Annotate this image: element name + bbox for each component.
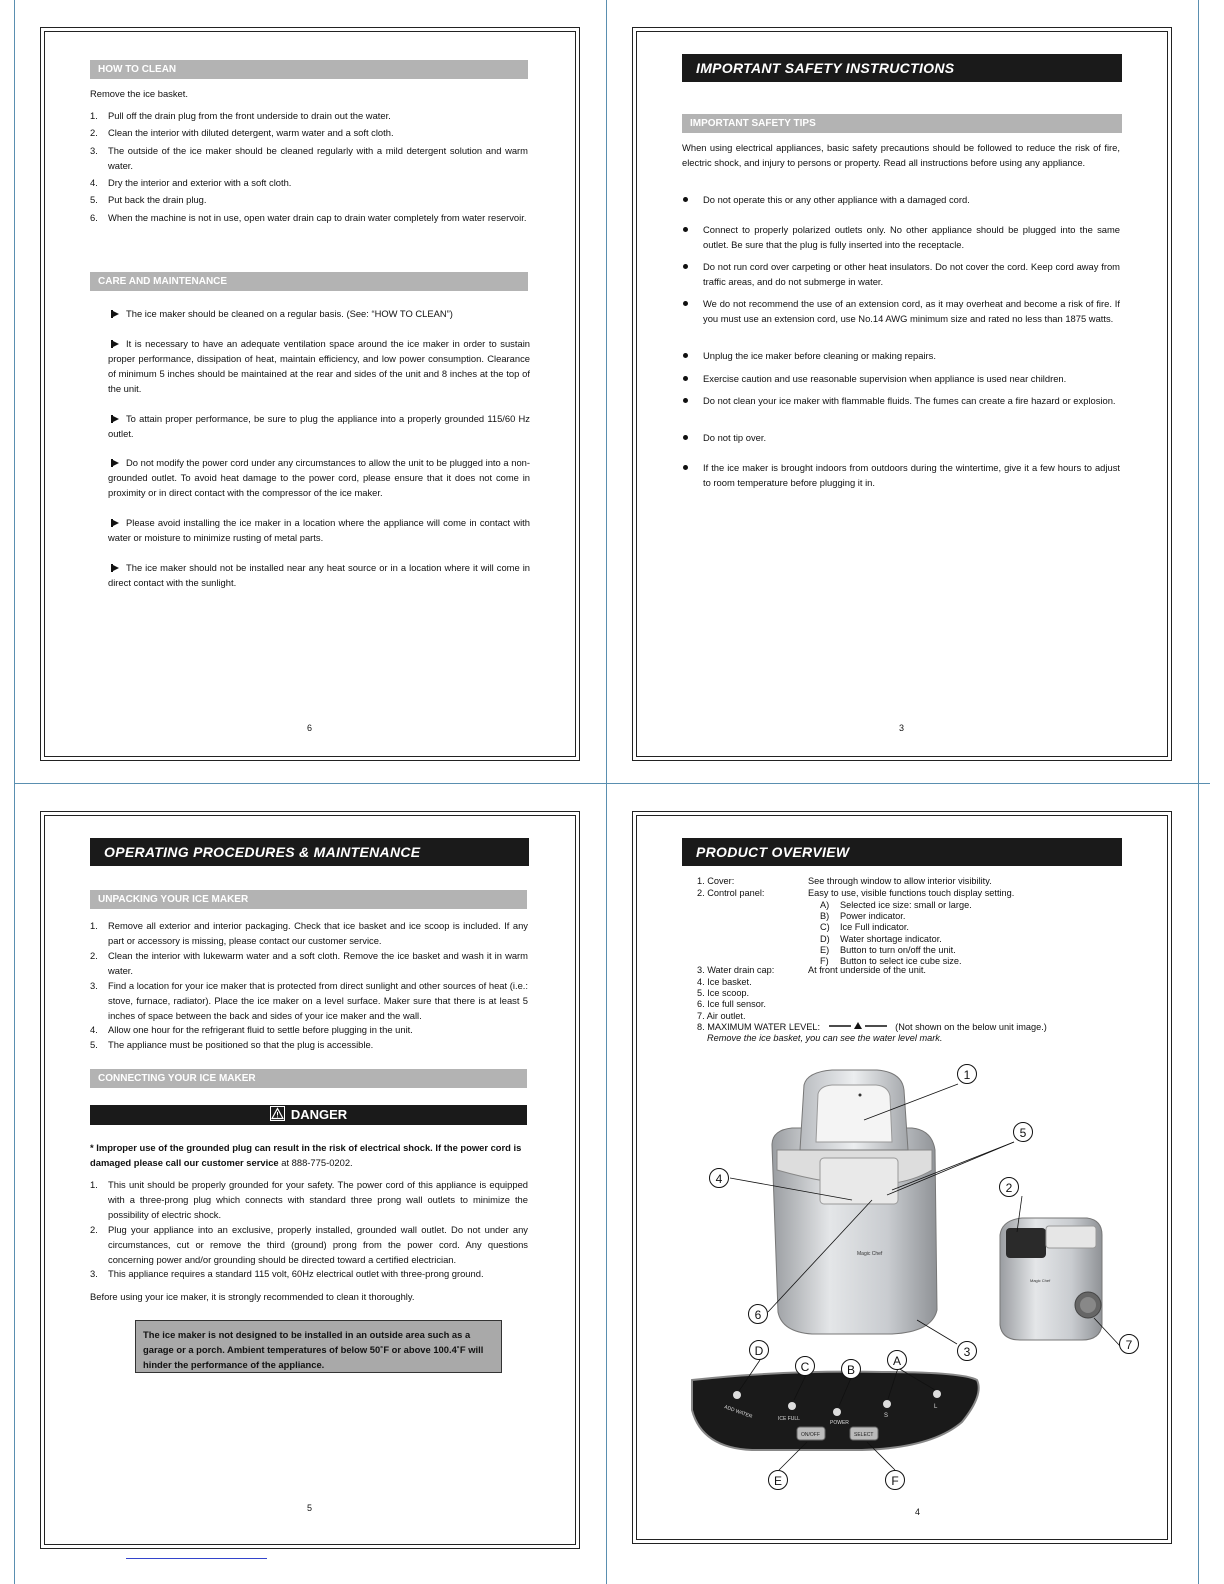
step-number: 5. — [90, 1039, 98, 1050]
step-number: 3. — [90, 145, 98, 156]
bullet-icon — [683, 376, 688, 381]
l-label: L — [934, 1404, 938, 1410]
safety-bullet: We do not recommend the use of an extension cord, as it may overheat and become a risk of fire. If you must use an extension cord, use No.14 AWG minimum size and rated no less than 1875 watts. — [703, 298, 1120, 324]
step-number: 3. — [90, 1268, 98, 1279]
bullet-icon — [683, 398, 688, 403]
step-text: The outside of the ice maker should be cleaned regularly with a mild detergent solution and warm water. — [108, 145, 528, 171]
safety-title: IMPORTANT SAFETY INSTRUCTIONS — [682, 54, 1122, 82]
step-number: 3. — [90, 980, 98, 991]
safety-tips-heading: IMPORTANT SAFETY TIPS — [682, 114, 1122, 133]
connecting-heading: CONNECTING YOUR ICE MAKER — [90, 1069, 527, 1088]
control-panel — [692, 1372, 979, 1450]
step-text: Plug your appliance into an exclusive, properly installed, grounded wall outlet. Do not under any circumstances, cut or remove the third (ground) prong from the power cord. Any questions concerning power and/or grounding should be directed toward a certified electrician. — [108, 1224, 528, 1265]
care-item: It is necessary to have an adequate ventilation space around the ice maker in order to sustain proper performance, dissipation of heat, maintain efficiency, and low power consumption. Clearance of minimum 5 inches should be maintained at the rear and sides of the unit and 8 inches at the top of the unit. — [108, 338, 530, 394]
callout-3: 3 — [957, 1341, 977, 1361]
drain-label: 3. Water drain cap: — [697, 965, 775, 975]
operating-title: OPERATING PROCEDURES & MAINTENANCE — [90, 838, 529, 866]
step-text: Dry the interior and exterior with a soft cloth. — [108, 177, 292, 188]
step-text: Allow one hour for the refrigerant fluid to settle before plugging in the unit. — [108, 1024, 413, 1035]
step-text: This appliance requires a standard 115 volt, 60Hz electrical outlet with three-prong ground. — [108, 1268, 484, 1279]
step-text: When the machine is not in use, open water drain cap to drain water completely from water reservoir. — [108, 212, 527, 223]
step-number: 2. — [90, 127, 98, 138]
panel-item-key: A) — [820, 900, 830, 910]
care-item: Do not modify the power cord under any circumstances to allow the unit to be plugged into a non-grounded outlet. To avoid heat damage to the power cord, please ensure that it does not come in proximity or in direct contact with the compressor of the ice maker. — [108, 457, 530, 498]
warning-icon — [270, 1106, 285, 1121]
danger-banner — [90, 1105, 527, 1125]
step-number: 2. — [90, 950, 98, 961]
callout-7: 7 — [1119, 1334, 1139, 1354]
step-number: 6. — [90, 212, 98, 223]
s-label: S — [884, 1413, 889, 1419]
cover-desc: See through window to allow interior visibility. — [808, 876, 992, 886]
safety-bullet: Do not tip over. — [703, 432, 767, 443]
safety-bullet: Unplug the ice maker before cleaning or making repairs. — [703, 350, 936, 361]
footer-link-underline — [126, 1558, 267, 1559]
page-number: 3 — [899, 723, 905, 733]
overview-title: PRODUCT OVERVIEW — [682, 838, 1122, 866]
small-unit — [1000, 1218, 1102, 1340]
before-use-note: Before using your ice maker, it is strongly recommended to clean it thoroughly. — [90, 1291, 415, 1302]
panel-item-text: Power indicator. — [840, 911, 906, 922]
how-to-clean-intro: Remove the ice basket. — [90, 88, 188, 99]
safety-intro: When using electrical appliances, basic safety precautions should be followed to reduce the risk of fire, electric shock, and injury to persons or property. Read all instructions before using any appliance. — [682, 142, 1120, 168]
step-text: Clean the interior with diluted detergent, warm water and a soft cloth. — [108, 127, 394, 138]
divider-center — [606, 0, 607, 1584]
customer-phone: at 888-775-0202. — [278, 1157, 353, 1168]
max-level-italic: Remove the ice basket, you can see the water level mark. — [707, 1033, 943, 1043]
panel-item-key: E) — [820, 944, 830, 955]
page-number: 5 — [307, 1503, 313, 1513]
max-level-text: 8. MAXIMUM WATER LEVEL: — [697, 1022, 821, 1032]
callout-5: 5 — [1013, 1122, 1033, 1142]
panel-item-text: Button to turn on/off the unit. — [840, 944, 956, 955]
overview-item: 5. Ice scoop. — [697, 988, 750, 999]
main-unit — [772, 1070, 937, 1334]
how-to-clean-heading: HOW TO CLEAN — [90, 60, 528, 79]
level-mark-icon — [827, 1021, 889, 1029]
step-text: Find a location for your ice maker that is protected from direct sunlight and other sources of heat (i.e.: stove, furnace, radiator). Place the ice maker on a level surface. Maker sure that there is at least 5 inches of space between the back and sides of your ice maker and the wall. — [108, 980, 528, 1021]
callout-d: D — [749, 1340, 769, 1360]
step-text: Remove all exterior and interior packaging. Check that ice basket and ice scoop is included. If any part or accessory is missing, please contact our customer service. — [108, 920, 528, 946]
overview-item: 6. Ice full sensor. — [697, 999, 766, 1010]
safety-bullet: If the ice maker is brought indoors from outdoors during the wintertime, give it a few hours to adjust to room temperature before plugging it in. — [703, 462, 1120, 488]
unpacking-heading: UNPACKING YOUR ICE MAKER — [90, 890, 527, 909]
select-label: SELECT — [854, 1432, 874, 1438]
page-number: 4 — [915, 1507, 921, 1517]
divider-middle — [14, 783, 1210, 784]
step-number: 5. — [90, 194, 98, 205]
power-label: POWER — [830, 1420, 849, 1426]
installation-notice: The ice maker is not designed to be installed in an outside area such as a garage or a porch. Ambient temperatures of below 50˚F or above 100.4˚F will hinder the performance of the appliance. — [135, 1320, 502, 1373]
step-text: Put back the drain plug. — [108, 194, 207, 205]
callout-6: 6 — [748, 1304, 768, 1324]
bullet-icon — [683, 197, 688, 202]
max-level-label — [697, 1021, 1047, 1033]
danger-label: DANGER — [290, 1107, 348, 1122]
callout-b: B — [841, 1359, 861, 1379]
step-number: 4. — [90, 177, 98, 188]
care-item: Please avoid installing the ice maker in a location where the appliance will come in contact with water or moisture to minimize rusting of metal parts. — [108, 517, 530, 543]
ice-maker-illustration — [632, 1050, 1170, 1500]
care-item: The ice maker should not be installed near any heat source or in a location where it will come in direct contact with the sunlight. — [108, 562, 530, 588]
step-number: 4. — [90, 1024, 98, 1035]
overview-item: 7. Air outlet. — [697, 1010, 746, 1021]
safety-bullet: Do not run cord over carpeting or other heat insulators. Do not cover the cord. Keep cord away from traffic areas, and do not submerge in water. — [703, 261, 1120, 287]
care-heading: CARE AND MAINTENANCE — [90, 272, 528, 291]
bullet-icon — [683, 301, 688, 306]
divider-right — [1198, 0, 1199, 1584]
care-item: To attain proper performance, be sure to plug the appliance into a properly grounded 115/60 Hz outlet. — [108, 413, 530, 439]
cover-label: 1. Cover: — [697, 876, 735, 886]
step-text: Clean the interior with lukewarm water and a soft cloth. Remove the ice basket and wash it in warm water. — [108, 950, 528, 976]
divider-left — [14, 0, 15, 1584]
step-number: 2. — [90, 1224, 98, 1235]
drain-desc: At front underside of the unit. — [808, 965, 926, 975]
panel-item-text: Ice Full indicator. — [840, 922, 909, 933]
step-number: 1. — [90, 110, 98, 121]
callout-e: E — [768, 1470, 788, 1490]
safety-bullet: Do not operate this or any other appliance with a damaged cord. — [703, 194, 970, 205]
bullet-icon — [683, 465, 688, 470]
bullet-icon — [683, 353, 688, 358]
bullet-icon — [683, 264, 688, 269]
care-item: The ice maker should be cleaned on a regular basis. (See: “HOW TO CLEAN”) — [126, 308, 453, 319]
callout-a: A — [887, 1350, 907, 1370]
step-number: 1. — [90, 920, 98, 931]
callout-1: 1 — [957, 1064, 977, 1084]
callout-4: 4 — [709, 1168, 729, 1188]
ice-full-label: ICE FULL — [778, 1416, 800, 1422]
max-level-note: (Not shown on the below unit image.) — [895, 1022, 1047, 1032]
grounding-warning — [90, 1140, 528, 1170]
step-number: 1. — [90, 1179, 98, 1190]
brand-logo: Magic Chef — [857, 1251, 883, 1257]
callout-c: C — [795, 1356, 815, 1376]
panel-item-key: C) — [820, 922, 830, 933]
overview-item: 4. Ice basket. — [697, 977, 752, 987]
step-text: Pull off the drain plug from the front underside to drain out the water. — [108, 110, 391, 121]
callout-2: 2 — [999, 1177, 1019, 1197]
callout-f: F — [885, 1470, 905, 1490]
panel-item-key: F) — [820, 956, 829, 966]
panel-item-key: B) — [820, 911, 830, 922]
panel-desc: Easy to use, visible functions touch display setting. — [808, 888, 1015, 898]
safety-bullet: Connect to properly polarized outlets only. No other appliance should be plugged into the same outlet. Be sure that the plug is fully inserted into the receptacle. — [703, 224, 1120, 250]
step-text: This unit should be properly grounded for your safety. The power cord of this appliance is equipped with a three-prong plug which connects with standard three prong wall outlets to minimize the possibility of electric shock. — [108, 1179, 528, 1220]
safety-bullet: Exercise caution and use reasonable supervision when appliance is used near children. — [703, 373, 1067, 384]
step-text: The appliance must be positioned so that the plug is accessible. — [108, 1039, 374, 1050]
panel-item-text: Water shortage indicator. — [840, 933, 942, 944]
panel-label: 2. Control panel: — [697, 888, 765, 898]
svg-text:Magic Chef: Magic Chef — [1030, 1278, 1051, 1283]
add-water-label: ADD WATER — [723, 1404, 754, 1420]
safety-bullet: Do not clean your ice maker with flammable fluids. The fumes can create a fire hazard or explosion. — [703, 395, 1116, 406]
panel-item-text: Selected ice size: small or large. — [840, 900, 972, 910]
bullet-icon — [683, 435, 688, 440]
onoff-label: ON/OFF — [801, 1432, 820, 1438]
page-number: 6 — [307, 723, 313, 733]
panel-item-key: D) — [820, 933, 830, 944]
panel-item-text: Button to select ice cube size. — [840, 956, 962, 966]
bullet-icon — [683, 227, 688, 232]
grounding-warning-bold: * Improper use of the grounded plug can result in the risk of electrical shock. If the power cord is damaged please call our customer service — [90, 1142, 522, 1168]
